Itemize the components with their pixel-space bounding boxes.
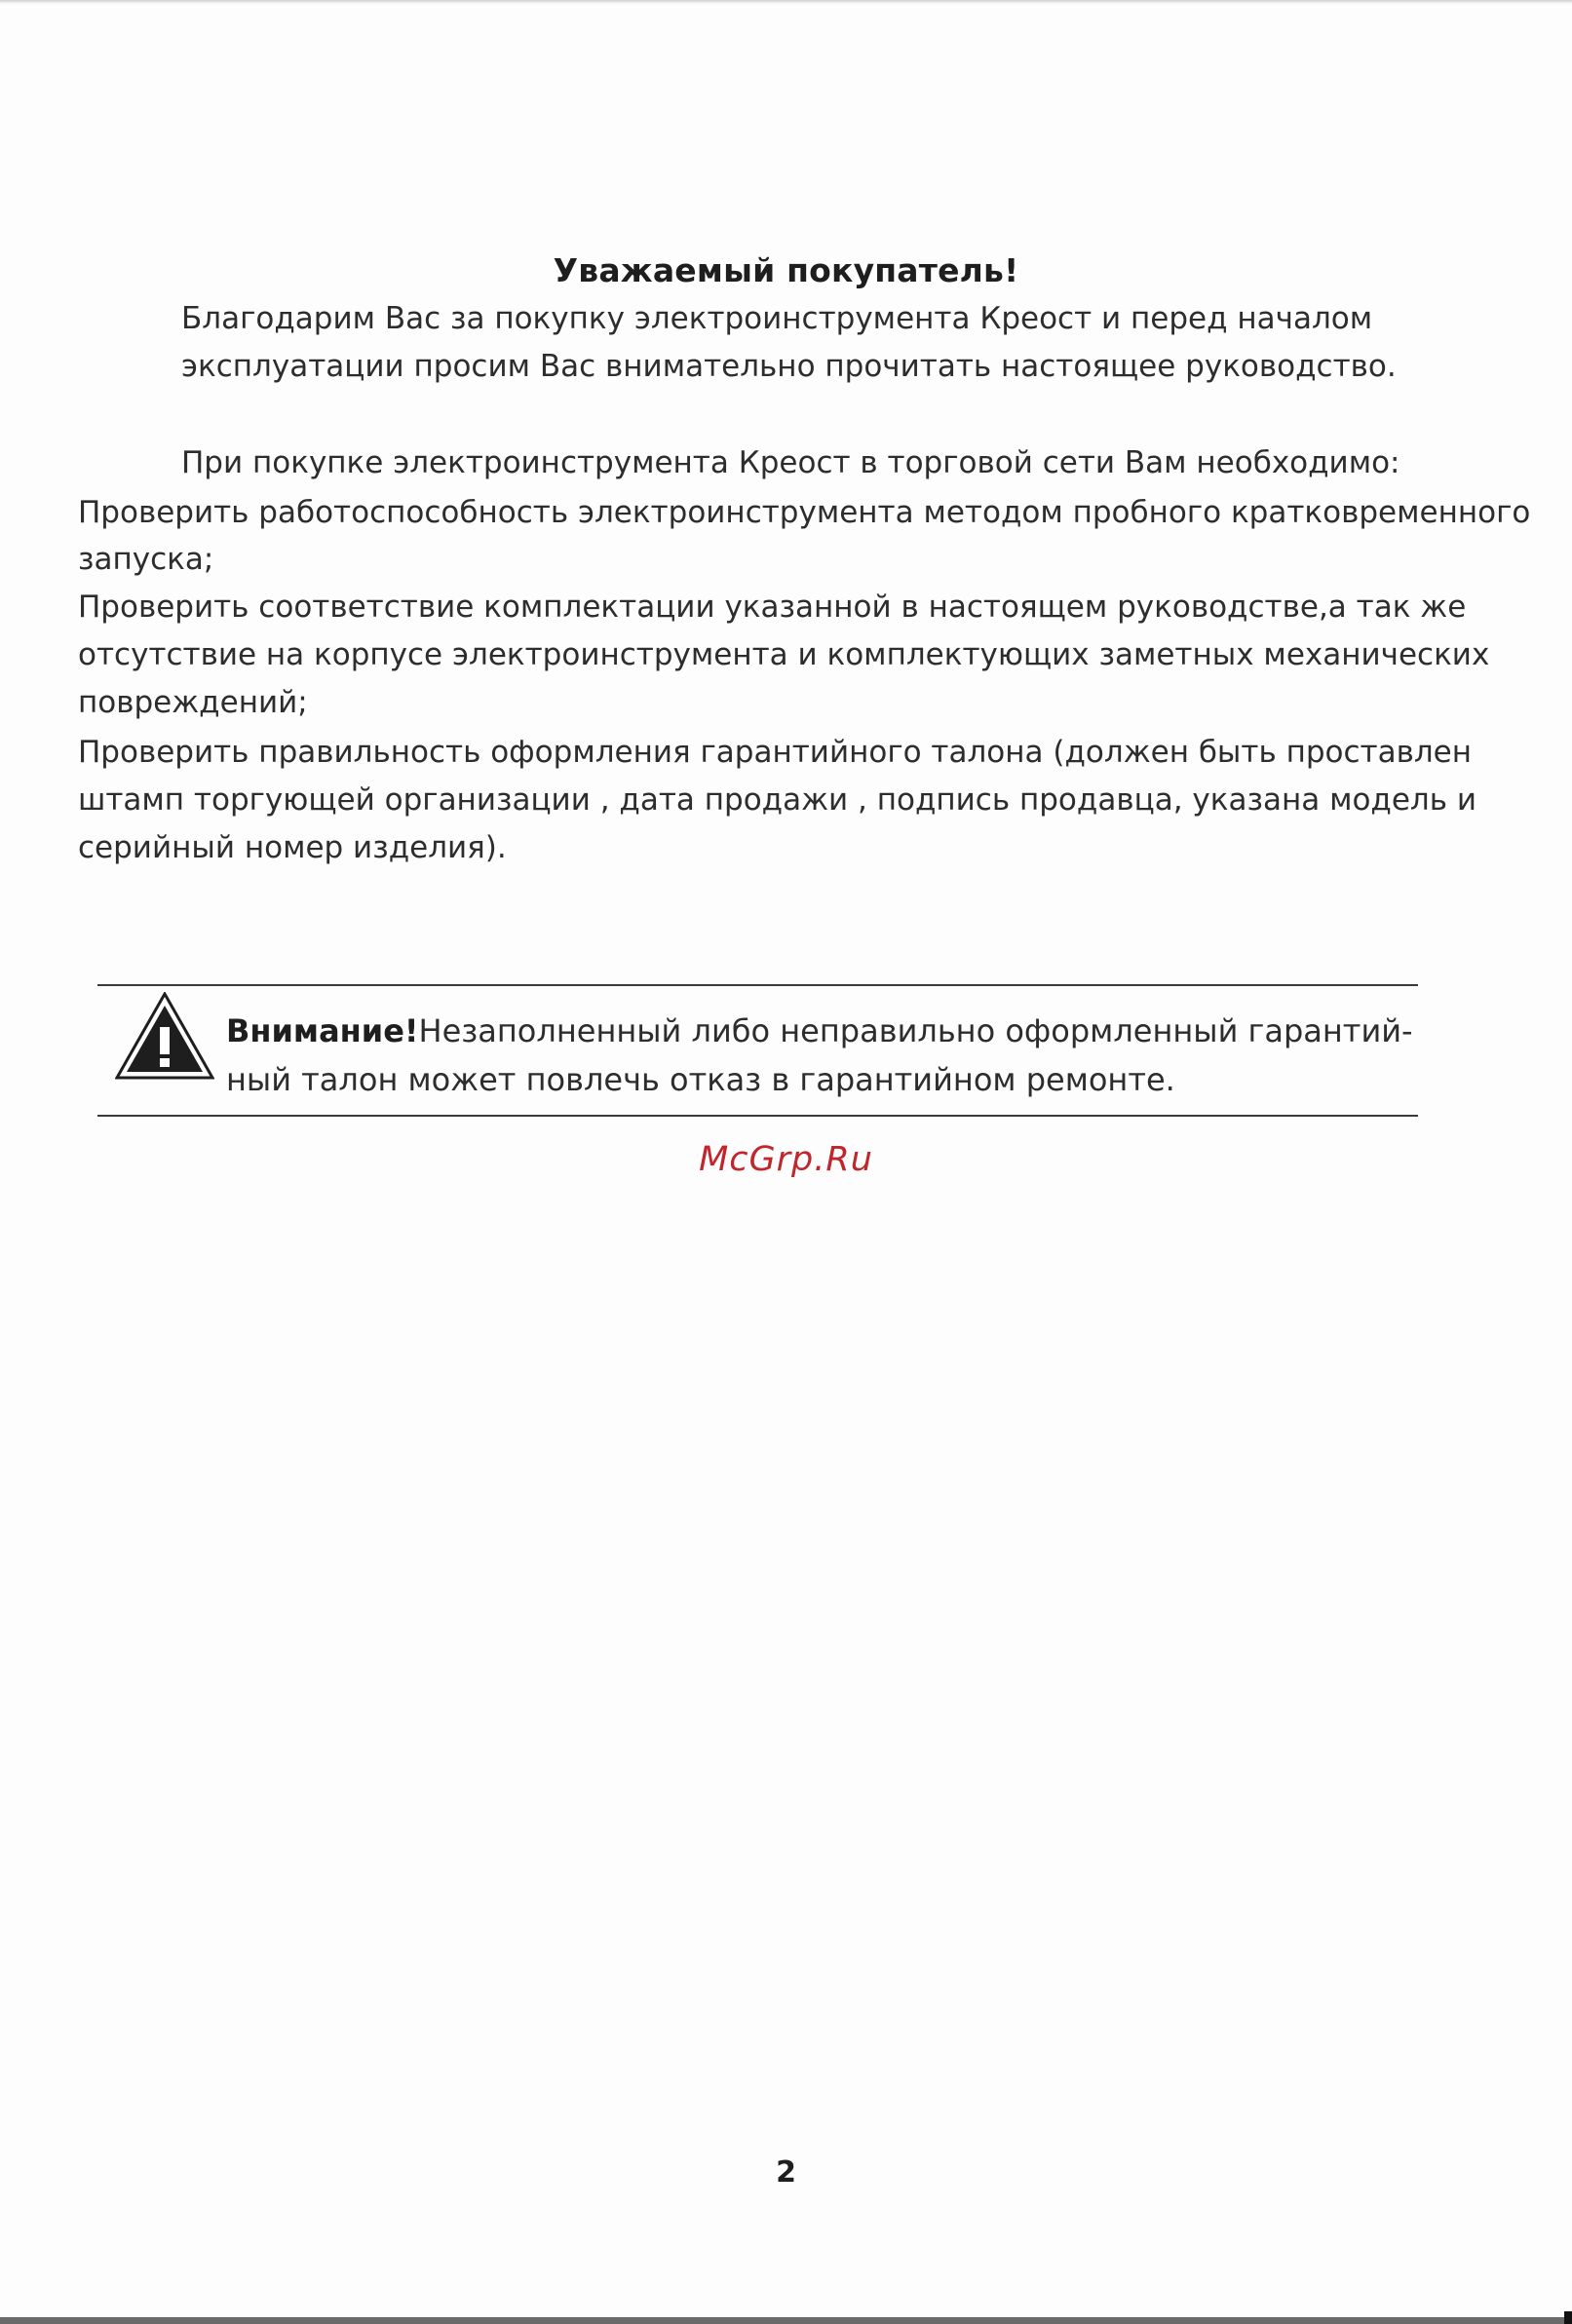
- checklist-item-3-line-2: штамп торгующей организации , дата продажи , подпись продавца, указана модель и: [78, 782, 1477, 818]
- checklist-item-2-line-3: повреждений;: [78, 685, 308, 720]
- scan-bottom-edge: [0, 2317, 1572, 2324]
- warning-line-2: ный талон может повлечь отказ в гарантийном ремонте.: [226, 1061, 1175, 1098]
- intro-line-1: Благодарим Вас за покупку электроинструмента Креост и перед началом: [181, 301, 1373, 336]
- checklist-item-1-line-1: Проверить работоспособность электроинструмента методом пробного кратковременного: [78, 495, 1531, 530]
- checklist-item-1-line-2: запуска;: [78, 542, 214, 577]
- checklist-item-2-line-1: Проверить соответствие комплектации указанной в настоящем руководстве,а так же: [78, 590, 1467, 625]
- warning-line-1: [226, 1010, 1413, 1052]
- scan-top-edge: [0, 0, 1572, 4]
- page-number: 2: [776, 2155, 796, 2190]
- page-title: Уважаемый покупатель!: [553, 251, 1019, 289]
- scan-corner-mark: [1564, 2311, 1572, 2324]
- warning-triangle-icon: [115, 992, 214, 1082]
- checklist-item-3-line-1: Проверить правильность оформления гарантийного талона (должен быть проставлен: [78, 735, 1473, 770]
- checklist-item-3-line-3: серийный номер изделия).: [78, 830, 507, 865]
- watermark: McGrp.Ru: [699, 1140, 873, 1179]
- checklist-intro: При покупке электроинструмента Креост в торговой сети Вам необходимо:: [181, 445, 1400, 480]
- intro-line-2: эксплуатации просим Вас внимательно прочитать настоящее руководство.: [181, 349, 1397, 384]
- warning-top-rule: [97, 984, 1418, 986]
- warning-bottom-rule: [97, 1115, 1418, 1117]
- warning-text-1: Незаполненный либо неправильно оформленный гарантий-: [418, 1012, 1413, 1049]
- checklist-item-2-line-2: отсутствие на корпусе электроинструмента и комплектующих заметных механических: [78, 637, 1490, 672]
- warning-label: Внимание!: [226, 1012, 419, 1049]
